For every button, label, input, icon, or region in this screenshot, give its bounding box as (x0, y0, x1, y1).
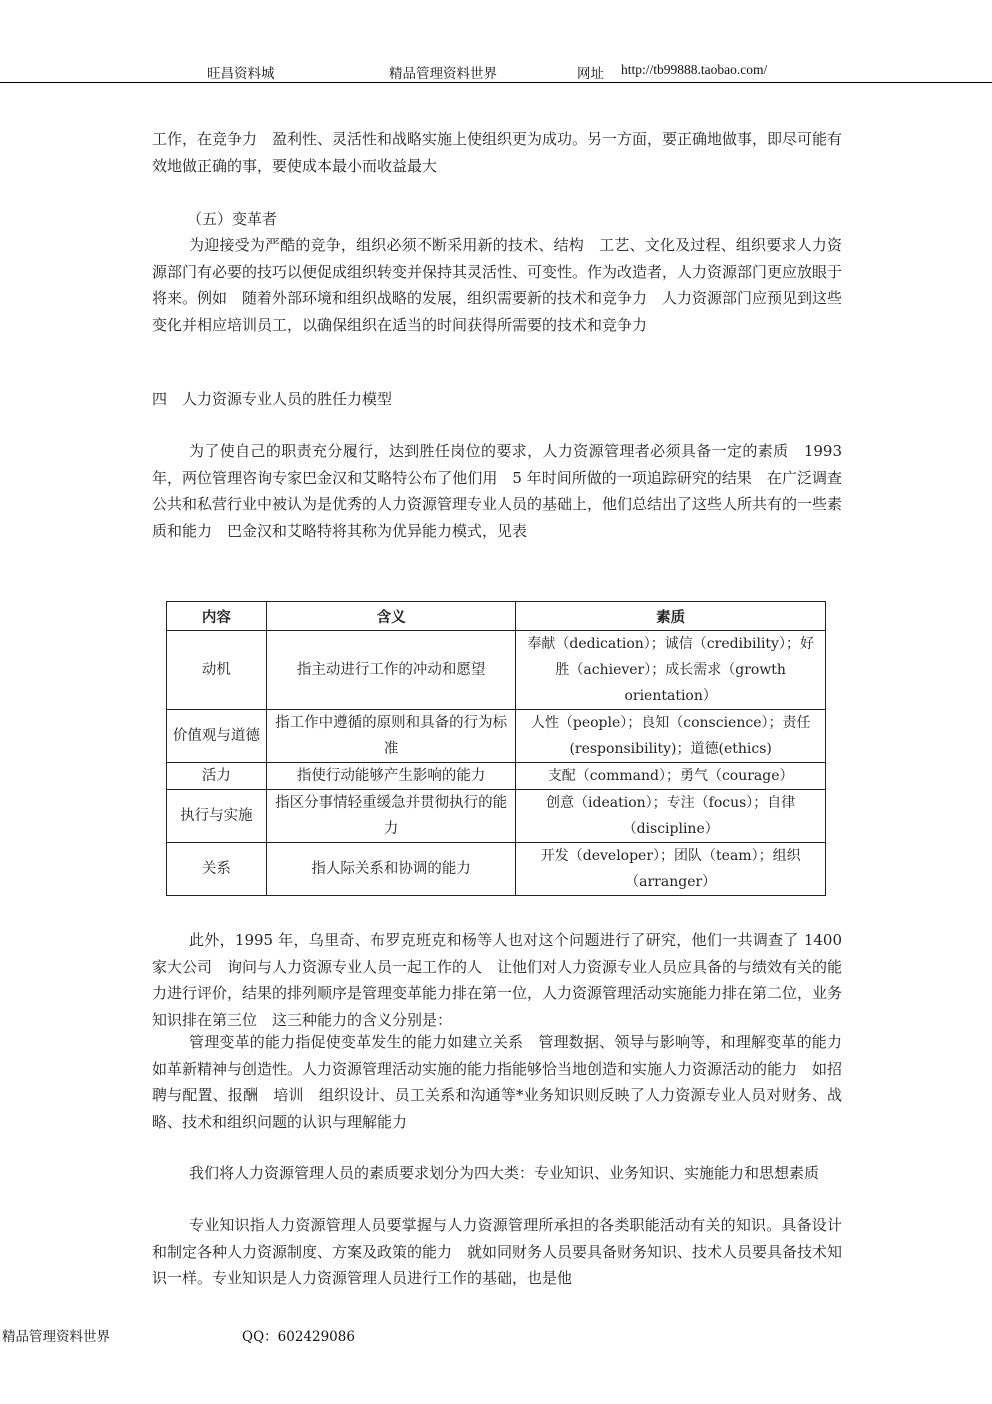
table-row (167, 790, 826, 843)
header-url-label: 网址 (577, 66, 604, 82)
section-five-body: 为迎接受为严酷的竞争，组织必须不断采用新的技术、结构 工艺、文化及过程、组织要求人力资源部门有必要的技巧以便促成组织转变并保持其灵活性、可变性。作为改造者，人力资源部门更应放眼于将来。例如 随着外部环境和组织战略的发展，组织需要新的技术和竞争力 人力资源部门应预见到这些变化并相应培训员工，以确保组织在适当的时间获得所需要的技术和竞争力 (152, 236, 843, 334)
section-five-heading: （五）变革者 (187, 210, 278, 228)
row-quality: 奉献（dedication）；诚信（credibility）；好胜（achiever）；成长需求（growth orientation） (516, 631, 826, 710)
row-quality: 人性（people）；良知（conscience）；责任(responsibility)；道德(ethics) (516, 710, 826, 763)
competency-table (166, 601, 826, 896)
table-row (167, 763, 826, 790)
header-slogan: 精品管理资料世界 (389, 66, 497, 82)
row-content: 价值观与道德 (167, 710, 267, 763)
row-meaning: 指工作中遵循的原则和具备的行为标准 (266, 710, 516, 763)
table-row (167, 631, 826, 710)
research-1995-paragraph: 此外，1995 年，乌里奇、布罗克班克和杨等人也对这个问题进行了研究，他们一共调查了 1400 家大公司 询问与人力资源专业人员一起工作的人 让他们对人力资源专业人员应具备的与绩效有关的能力进行评价，结果的排列顺序是管理变革能力排在第一位，人力资源管理活动实施能力排在第二位，业务知识排在第三位 这三种能力的含义分别是： (152, 931, 843, 1029)
table-header-content: 内容 (167, 602, 267, 631)
ability-meanings-paragraph: 管理变革的能力指促使变革发生的能力如建立关系 管理数据、领导与影响等，和理解变革的能力如革新精神与创造性。人力资源管理活动实施的能力指能够恰当地创造和实施人力资源活动的能力 如招聘与配置、报酬 培训 组织设计、员工关系和沟通等*业务知识则反映了人力资源专业人员对财务、战略、技术和组织问题的认识与理解能力 (152, 1033, 843, 1131)
row-content: 关系 (167, 843, 267, 896)
footer-site-name: 精品管理资料世界 (2, 1329, 110, 1345)
table-row (167, 843, 826, 896)
row-meaning: 指使行动能够产生影响的能力 (266, 763, 516, 790)
row-meaning: 指人际关系和协调的能力 (266, 843, 516, 896)
section-four-body: 为了使自己的职责充分履行，达到胜任岗位的要求，人力资源管理者必须具备一定的素质 1993 年，两位管理咨询专家巴金汉和艾略特公布了他们用 5 年时间所做的一项追踪研究的结果 在广泛调查公共和私营行业中被认为是优秀的人力资源管理专业人员的基础上，他们总结出了这些人所共有的一些素质和能力 巴金汉和艾略特将其称为优异能力模式，见表 (152, 442, 843, 540)
intro-paragraph: 工作，在竞争力 盈利性、灵活性和战略实施上使组织更为成功。另一方面，要正确地做事，即尽可能有效地做正确的事，要使成本最小而收益最大 (152, 130, 843, 175)
header-divider (0, 82, 992, 83)
table-row (167, 710, 826, 763)
row-content: 活力 (167, 763, 267, 790)
row-quality: 支配（command）；勇气（courage） (516, 763, 826, 790)
header-site-name: 旺昌资料城 (207, 66, 275, 82)
row-content: 动机 (167, 631, 267, 710)
table-header-row (167, 602, 826, 631)
row-meaning: 指区分事情轻重缓急并贯彻执行的能力 (266, 790, 516, 843)
row-meaning: 指主动进行工作的冲动和愿望 (266, 631, 516, 710)
footer-qq: QQ：602429086 (242, 1329, 355, 1345)
professional-knowledge-paragraph: 专业知识指人力资源管理人员要掌握与人力资源管理所承担的各类职能活动有关的知识。具备设计和制定各种人力资源制度、方案及政策的能力 就如同财务人员要具备财务知识、技术人员要具备技术知识一样。专业知识是人力资源管理人员进行工作的基础，也是他 (152, 1216, 843, 1288)
four-categories-paragraph: 我们将人力资源管理人员的素质要求划分为四大类：专业知识、业务知识、实施能力和思想素质 (189, 1164, 820, 1182)
table-header-quality: 素质 (516, 602, 826, 631)
table-header-meaning: 含义 (266, 602, 516, 631)
row-quality: 创意（ideation）；专注（focus）；自律（discipline） (516, 790, 826, 843)
row-quality: 开发（developer）；团队（team）；组织（arranger） (516, 843, 826, 896)
row-content: 执行与实施 (167, 790, 267, 843)
section-four-heading: 四 人力资源专业人员的胜任力模型 (152, 390, 393, 408)
header-url-link[interactable]: http://tb99888.taobao.com/ (621, 62, 768, 77)
